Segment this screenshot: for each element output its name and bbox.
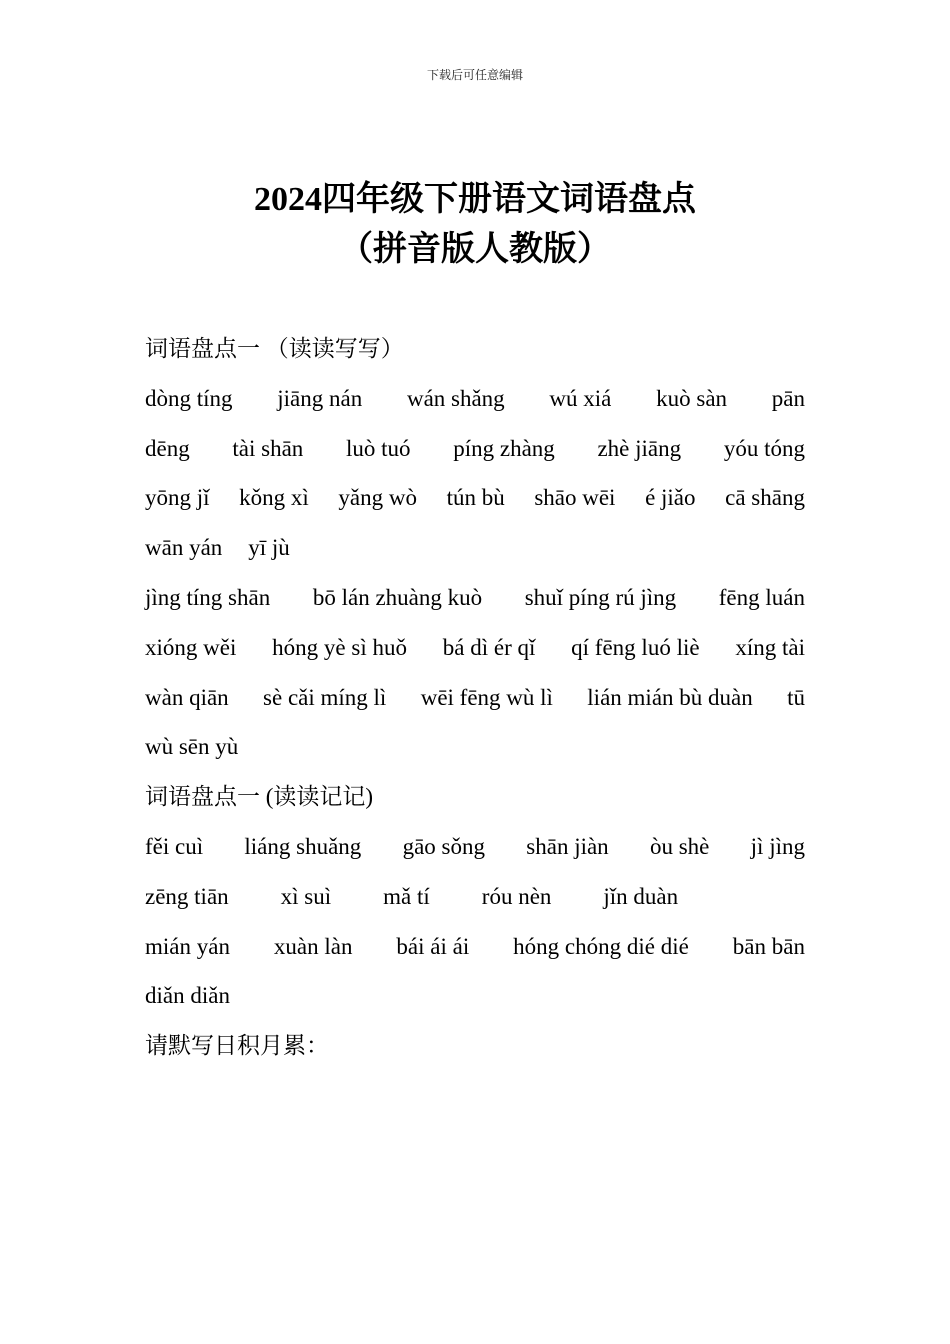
pinyin-word: zhè jiāng: [597, 435, 682, 461]
pinyin-word: lián mián bù duàn: [587, 684, 753, 710]
pinyin-word: tū: [787, 684, 805, 710]
pinyin-word: bá dì ér qǐ: [442, 634, 536, 660]
pinyin-word: jì jìng: [750, 833, 805, 859]
pinyin-word: bái ái ái: [396, 933, 470, 959]
pinyin-word: hóng chóng dié dié: [513, 933, 689, 959]
pinyin-word: shuǐ píng rú jìng: [524, 584, 677, 610]
dictation-prompt: 请默写日积月累：: [145, 1033, 329, 1059]
pinyin-word: gāo sǒng: [402, 833, 485, 859]
pinyin-line: [145, 473, 805, 523]
pinyin-word: yōng jǐ: [145, 485, 210, 511]
pinyin-word: xuàn làn: [273, 933, 353, 959]
pinyin-word: jiāng nán: [277, 385, 363, 411]
pinyin-word: wēi fēng wù lì: [420, 684, 553, 710]
pinyin-word: pān: [771, 385, 805, 411]
pinyin-line: [145, 673, 805, 723]
pinyin-word: jǐn duàn: [603, 883, 679, 909]
pinyin-word: yóu tóng: [723, 435, 805, 461]
pinyin-word: shāo wēi: [534, 485, 616, 511]
pinyin-line: [145, 722, 805, 772]
pinyin-word: kǒng xì: [239, 485, 309, 511]
pinyin-word: kuò sàn: [656, 385, 728, 411]
pinyin-line: [145, 573, 805, 623]
pinyin-line: [145, 374, 805, 424]
pinyin-word: yī jù: [248, 535, 290, 561]
pinyin-word: wān yán: [145, 535, 223, 561]
pinyin-word: zēng tiān: [145, 883, 229, 909]
pinyin-line: [145, 822, 805, 872]
pinyin-word: wàn qiān: [145, 684, 229, 710]
pinyin-word: fěi cuì: [145, 833, 204, 859]
pinyin-line: [145, 922, 805, 972]
pinyin-word: xióng wěi: [145, 634, 237, 660]
pinyin-word: mián yán: [145, 933, 230, 959]
pinyin-word: wú xiá: [549, 385, 612, 411]
header-note: 下载后可任意编辑: [426, 68, 523, 82]
pinyin-word: luò tuó: [346, 435, 411, 461]
pinyin-word: bān bān: [732, 933, 805, 959]
document-title: 2024四年级下册语文词语盘点: [254, 181, 696, 218]
pinyin-word: xíng tài: [735, 634, 805, 660]
pinyin-line: [145, 523, 805, 573]
pinyin-word: diǎn diǎn: [145, 983, 230, 1009]
pinyin-word: jìng tíng shān: [145, 584, 271, 610]
pinyin-word: wán shǎng: [406, 385, 505, 411]
pinyin-word: é jiǎo: [645, 485, 696, 511]
pinyin-word: mǎ tí: [383, 883, 430, 909]
pinyin-word: shān jiàn: [526, 833, 609, 859]
pinyin-line: [145, 872, 805, 922]
document-body: [145, 324, 805, 1071]
section-heading-read-remember: 词语盘点一 (读读记记): [145, 784, 374, 810]
pinyin-word: qí fēng luó liè: [571, 634, 700, 660]
pinyin-word: wù sēn yù: [145, 734, 239, 760]
pinyin-word: tài shān: [232, 435, 304, 461]
pinyin-word: róu nèn: [481, 883, 552, 909]
document-subtitle: （拼音版人教版）: [339, 231, 611, 268]
pinyin-word: xì suì: [280, 883, 332, 909]
pinyin-word: fēng luán: [718, 584, 805, 610]
pinyin-line: [145, 971, 805, 1021]
pinyin-word: yǎng wò: [338, 485, 417, 511]
pinyin-word: sè cǎi míng lì: [263, 684, 387, 710]
pinyin-word: píng zhàng: [453, 435, 555, 461]
pinyin-line: [145, 623, 805, 673]
pinyin-word: tún bù: [446, 485, 505, 511]
pinyin-word: hóng yè sì huǒ: [272, 634, 407, 660]
pinyin-word: òu shè: [649, 833, 710, 859]
pinyin-word: bō lán zhuàng kuò: [312, 584, 483, 610]
pinyin-word: dēng: [145, 435, 190, 461]
pinyin-word: cā shāng: [725, 485, 805, 511]
section-heading-read-write: 词语盘点一 （读读写写）: [145, 336, 404, 361]
pinyin-word: dòng tíng: [145, 385, 233, 411]
pinyin-line: [145, 424, 805, 474]
pinyin-word: liáng shuǎng: [244, 833, 362, 859]
